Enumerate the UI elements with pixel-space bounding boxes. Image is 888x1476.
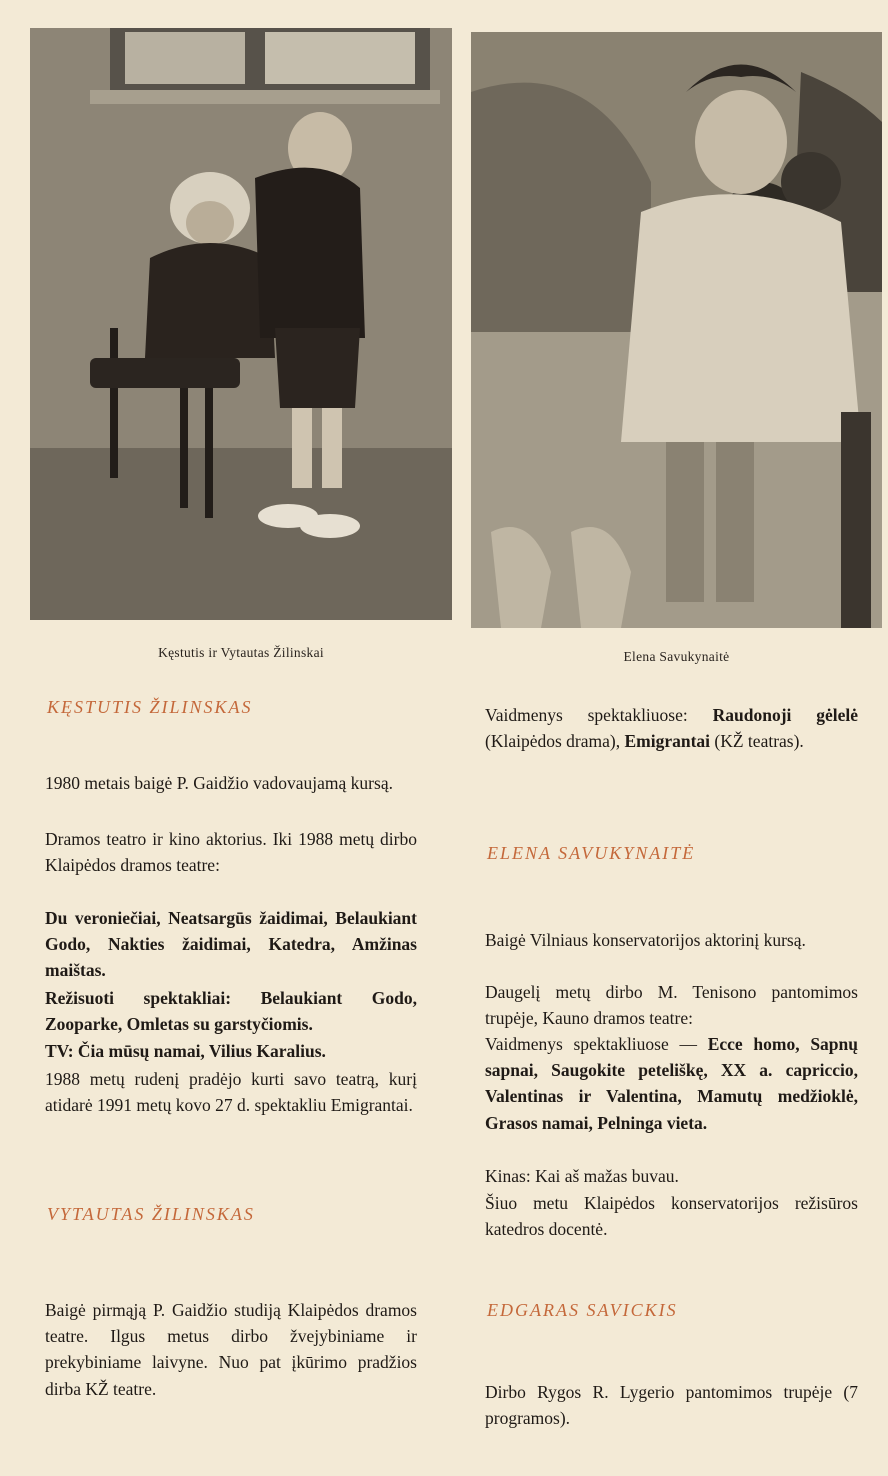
kestutis-theatre: 1988 metų rudenį pradėjo kurti savo teatrą, kurį atidarė 1991 metų kovo 27 d. spektakliu Emigrantai. xyxy=(45,1069,417,1116)
heading-elena: ELENA SAVUKYNAITĖ xyxy=(487,843,696,863)
kestutis-education: 1980 metais baigė P. Gaidžio vadovaujamą kursą. xyxy=(45,773,393,793)
caption-left: Kęstutis ir Vytautas Žilinskai xyxy=(158,645,324,660)
caption-right: Elena Savukynaitė xyxy=(623,649,730,664)
elena-education: Baigė Vilniaus konservatorijos aktorinį kursą. xyxy=(485,930,806,950)
elena-roles-lead: Vaidmenys spektakliuose — xyxy=(485,1034,697,1054)
roles-lead: Vaidmenys spektakliuose: xyxy=(485,705,688,725)
role-note-1: (Klaipėdos drama), xyxy=(485,731,621,752)
edgaras-bio: Dirbo Rygos R. Lygerio pantomimos trupėje (7 programos). xyxy=(485,1382,858,1429)
heading-edgaras: EDGARAS SAVICKIS xyxy=(487,1300,678,1320)
kestutis-directed: Režisuoti spektakliai: Belaukiant Godo, Zooparke, Omletas su garstyčiomis. xyxy=(45,988,417,1035)
photo-elena-savukynaite xyxy=(471,32,882,628)
photo-zilinskai-brothers xyxy=(30,28,452,620)
vytautas-bio: Baigė pirmąją P. Gaidžio studiją Klaipėdos dramos teatre. Ilgus metus dirbo žvejybiniame ir prekybiniame laivyne. Nuo pat įkūrimo pradžios dirba KŽ teatre. xyxy=(45,1300,417,1399)
role-emigrantai: Emigrantai xyxy=(624,731,711,752)
kestutis-tv: TV: Čia mūsų namai, Vilius Karalius. xyxy=(45,1041,326,1061)
heading-kestutis: KĘSTUTIS ŽILINSKAS xyxy=(47,697,253,717)
heading-vytautas: VYTAUTAS ŽILINSKAS xyxy=(47,1204,255,1224)
kestutis-career: Dramos teatro ir kino aktorius. Iki 1988 metų dirbo Klaipėdos dramos teatre: xyxy=(45,829,417,876)
elena-career: Daugelį metų dirbo M. Tenisono pantomimos trupėje, Kauno dramos teatre: xyxy=(485,982,858,1029)
role-note-2: (KŽ teatras). xyxy=(714,731,804,752)
elena-roles-list: Ecce homo, Sapnų sapnai, Saugokite peteliškę, XX a. capriccio, Valentinas ir Valentina, Mamutų medžioklė, Grasos namai, Pelninga vieta. xyxy=(485,1034,859,1133)
elena-roles xyxy=(485,1031,858,1136)
kestutis-roles-continued xyxy=(485,702,858,754)
kestutis-roles: Du veroniečiai, Neatsargūs žaidimai, Belaukiant Godo, Nakties žaidimai, Katedra, Amžinas maištas. xyxy=(45,908,417,981)
elena-current: Šiuo metu Klaipėdos konservatorijos režisūros katedros docentė. xyxy=(485,1193,858,1240)
role-raudonoji-gelele: Raudonoji gėlelė xyxy=(712,705,859,725)
elena-film: Kinas: Kai aš mažas buvau. xyxy=(485,1166,679,1186)
